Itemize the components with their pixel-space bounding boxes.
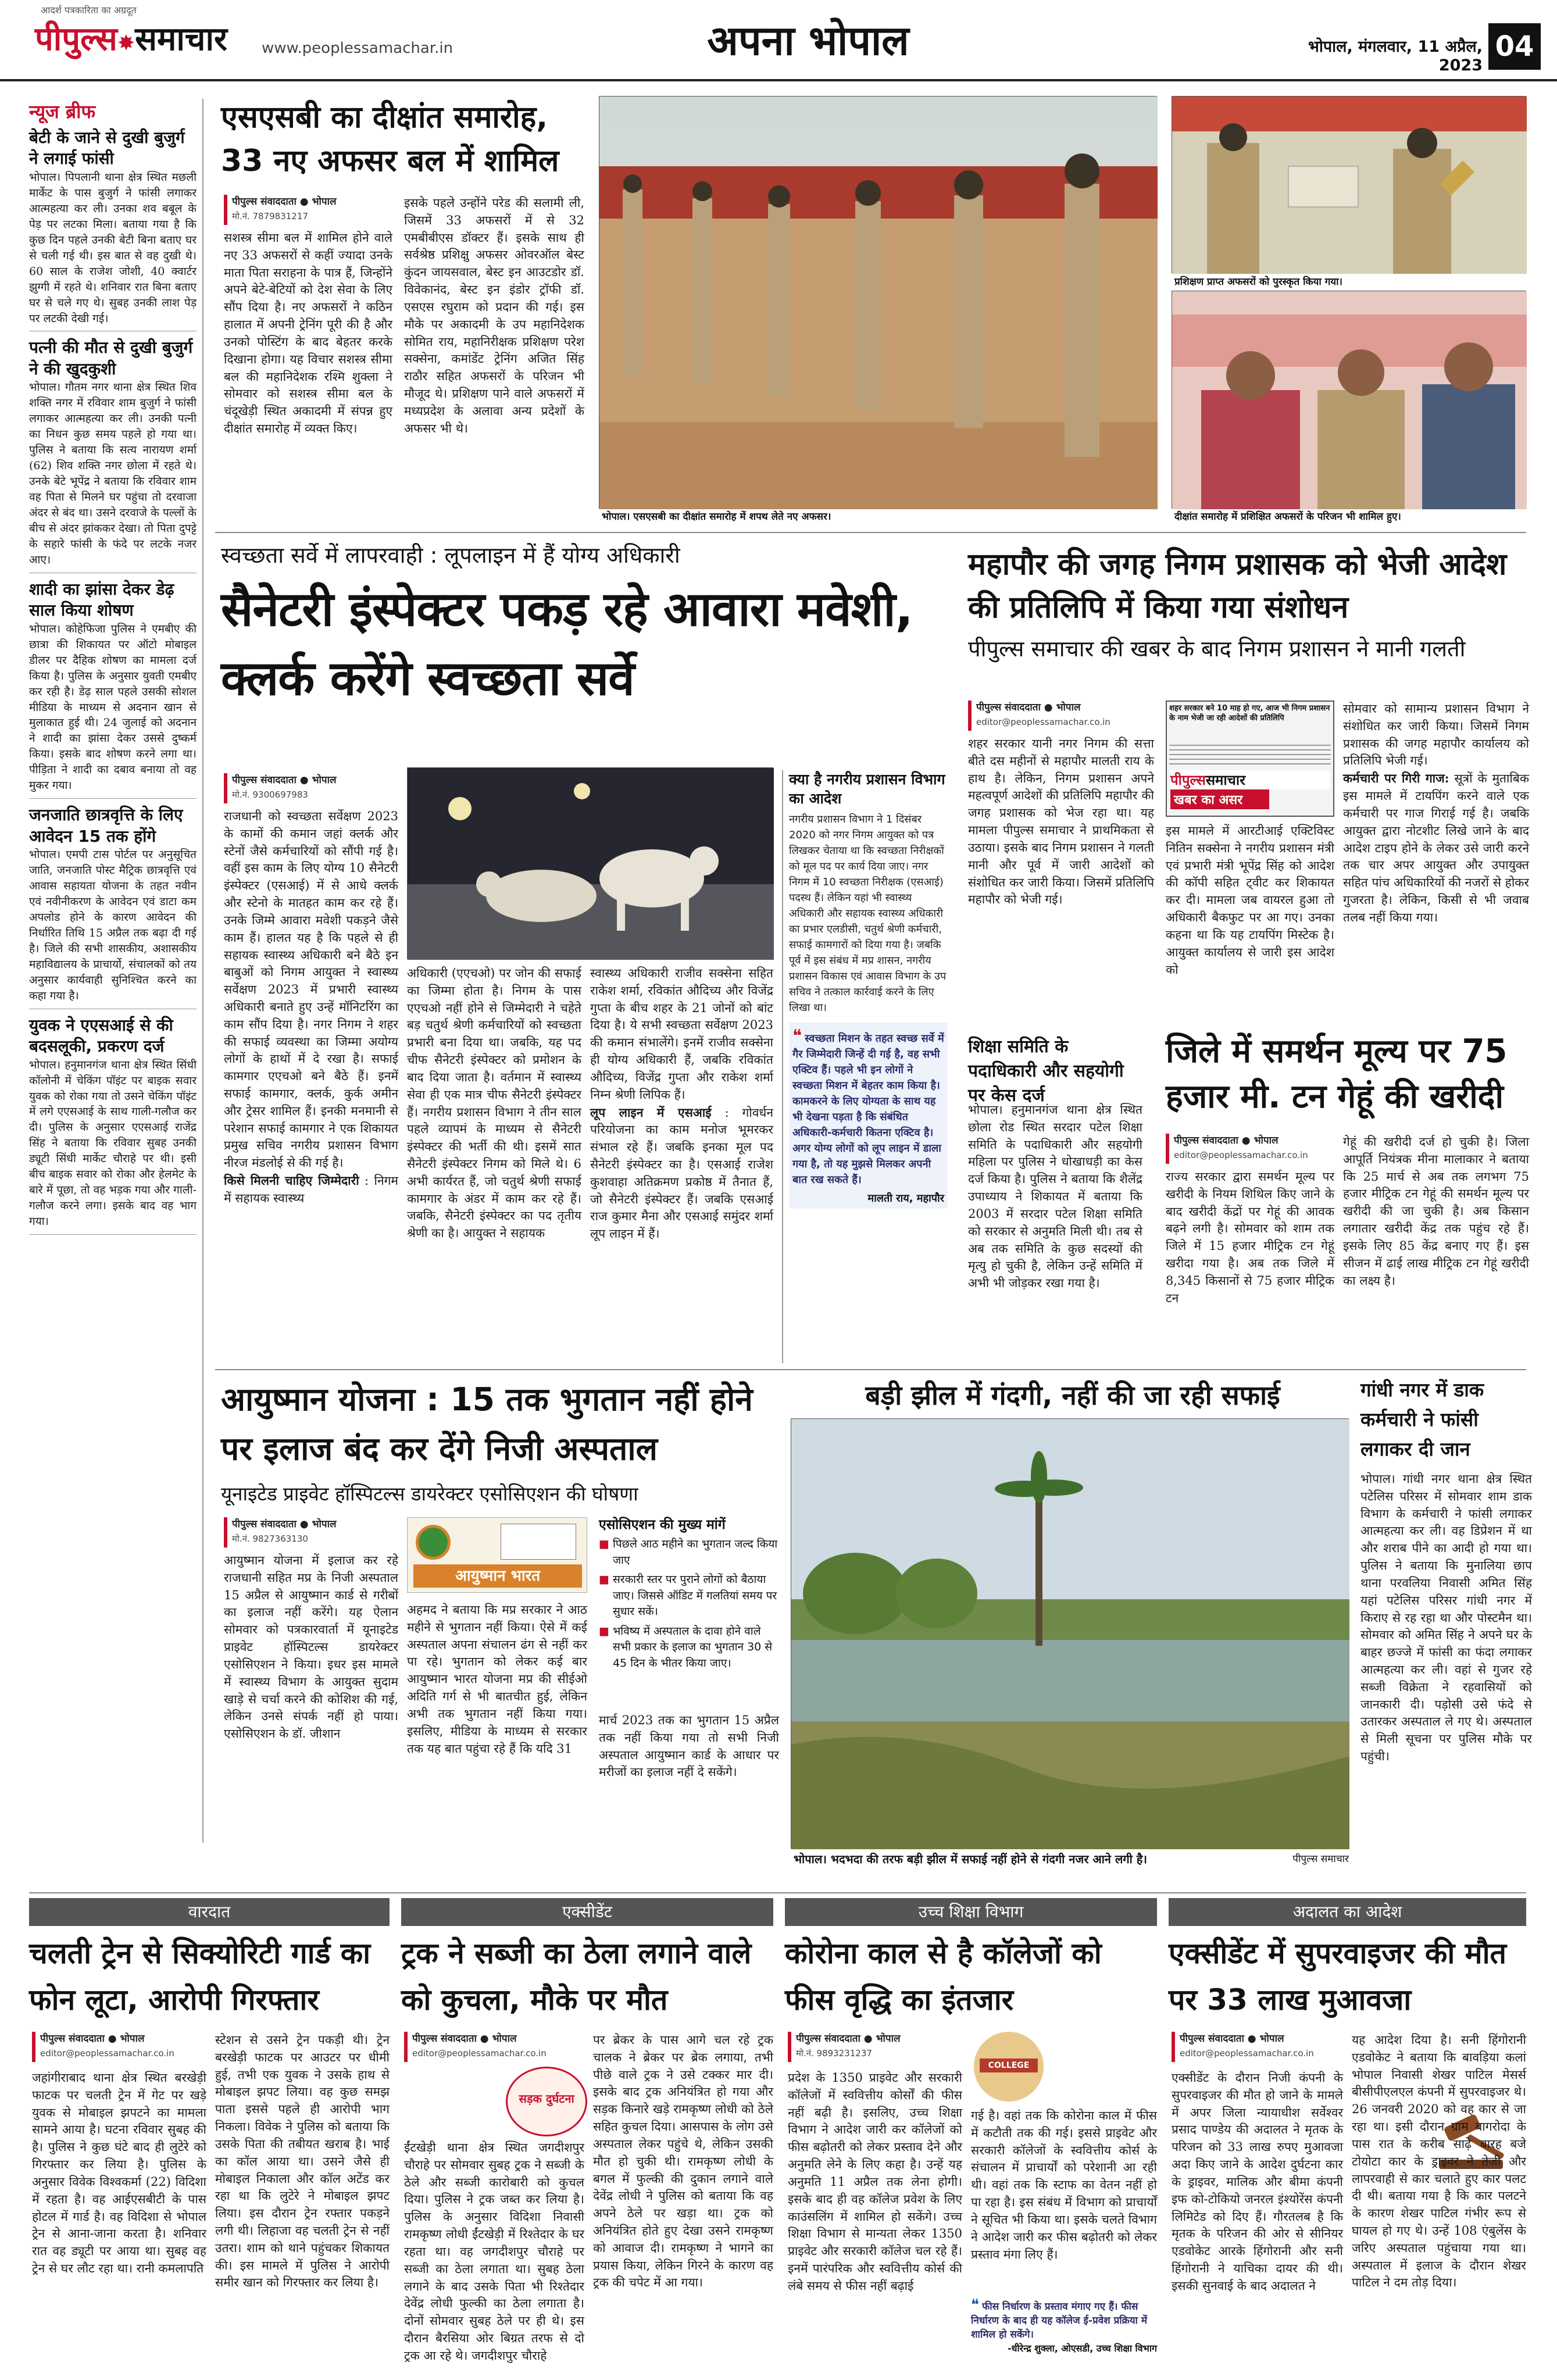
clipping-badge: खबर का असर	[1170, 789, 1269, 809]
brand-right: समाचार	[135, 20, 227, 58]
b4-section: अदालत का आदेश	[1169, 1898, 1526, 1926]
family-image	[1172, 291, 1527, 509]
parade-image	[599, 97, 1158, 509]
brief-item-text: भोपाल। गौतम नगर थाना क्षेत्र स्थित शिव शक्ति नगर में रविवार शाम बुजुर्ग ने फांसी लगाकर आत्महत्या कर ली। उनकी पत्नी का निधन कुछ समय पहले हो गया था। पुलिस ने बताया कि सत्य नारायण शर्मा (62) शिव शक्ति नगर छोला में रहते थे। उनके बेटे भूपेंद्र ने बताया कि रविवार शाम वह पिता से मिलने घर पहुंचा तो दरवाजा अंदर से बंद था। उसने दरवाजे के पल्लों के बीच से अंदर झांककर देखा। तो पिता दुपट्टे के सहारे फांसी के फंदे पर लटके नजर आए।	[29, 381, 197, 566]
cattle-image	[408, 768, 774, 960]
ssb-headline: एसएसबी का दीक्षांत समारोह, 33 नए अफसर बल में शामिल	[221, 100, 559, 179]
dateline: भोपाल, मंगलवार, 11 अप्रैल, 2023	[1308, 38, 1483, 74]
sanitary-headline: सैनेटरी इंस्पेक्टर पकड़ रहे आवारा मवेशी, क्लर्क करेंगे स्वच्छता सर्वे	[221, 582, 913, 706]
mayor-quote-by: मालती राय, महापौर	[867, 1192, 944, 1205]
ssb-col-1: सशस्त्र सीमा बल में शामिल होने वाले नए 33 अफसरों से कहीं ज्यादा उनके माता पिता सराहना के पात्र हैं, जिन्होंने अपने बेटे-बेटियों को देश सेवा के लिए सौंप दिया है। नए अफसरों ने कठिन हालात में अपनी ट्रेनिंग पूरी की है और उनको पोस्टिंग के बाद बेहतर करके दिखाना होगा। यह विचार सशस्त्र सीमा बल की महानिदेशक रश्मि शुक्ला ने सोमवार को सशस्त्र सीमा बल के चंदूखेड़ी स्थित अकादमी में संपन्न हुए दीक्षांत समारोह में व्यक्त किए।	[224, 231, 392, 435]
brief-divider	[29, 1234, 197, 1235]
ayushman-deck: यूनाइटेड प्राइवेट हॉस्पिटल्स डायरेक्टर एसोसिएशन की घोषणा	[221, 1482, 638, 1505]
b3-quote-by: -धीरेन्द्र शुक्ला, ओएसडी, उच्च शिक्षा विभाग	[1008, 2343, 1157, 2354]
ayushman-col-3: मार्च 2023 तक का भुगतान 15 अप्रैल तक नहीं किया गया तो सभी निजी अस्पताल आयुष्मान कार्ड के आधार पर मरीजों का इलाज नहीं दे सकेंगे।	[599, 1713, 779, 1779]
gandhi-text: भोपाल। गांधी नगर थाना क्षेत्र स्थित पटेलिस परिसर में सोमवार शाम डाक विभाग के कर्मचारी ने फांसी लगाकर आत्महत्या कर ली। वह डिप्रेशन में था और शराब पीने का आदी हो गया था। पुलिस ने बताया कि मुनालिया छाप थाना परवलिया निवासी अमित सिंह यहां पटेलिस परिसर गांधी नगर में किराए से रह रहा था और पोस्टमैन था। सोमवार को अमित सिंह ने अपने घर के बाहर छज्जे में फांसी का फंदा लगाकर आत्महत्या कर ली। वहां से गुजर रहे सब्जी विक्रेता ने रहवासियों को जानकारी दी। पड़ोसी उसे फंदे से उतारकर अस्पताल ले गए थे। अस्पताल से मिली सूचना पर पुलिस मौके पर पहुंची।	[1360, 1472, 1532, 1763]
page-number: 04	[1488, 23, 1541, 70]
b2-byline: पीपुल्स संवाददाता ● भोपाल editor@peoplessamachar.co.in	[404, 2032, 584, 2062]
b1-section: वारदात	[29, 1898, 390, 1926]
demand-item	[599, 1572, 779, 1620]
brief-item-text: भोपाल। पिपलानी थाना क्षेत्र स्थित मछली मार्केट के पास बुजुर्ग ने फांसी लगाकर आत्महत्या कर ली। उनका शव बबूल के पेड़ पर लटका मिला। बताया गया है कि कुछ दिन पहले उनकी बेटी बिना बताए घर से चली गई थी। इस बात से वह दुखी थे। 60 साल के राजेश जोशी, 40 क्वार्टर झुग्गी में रहते थे। शनिवार रात बिना बताए घर से चले गए थे। सुबह उनकी लाश पेड़ पर लटकी देखी गई।	[29, 170, 197, 325]
wheat-col-2: गेहूं की खरीदी दर्ज हो चुकी है। जिला आपूर्ति नियंत्रक मीना मालाकार ने बताया कि 25 मार्च से अब तक लगभग 75 हजार मीट्रिक टन गेहूं की समर्थन मूल्य पर खरीदी की जा चुकी है। अब किसान लगातार खरीदी केंद्र तक पहुंच रहे हैं। इसके लिए 85 केंद्र बनाए गए हैं। इस सीजन में ढाई लाख मीट्रिक टन गेहूं खरीदी का लक्ष्य है।	[1343, 1135, 1529, 1288]
b1-col-2: स्टेशन से उसने ट्रेन पकड़ी थी। ट्रेन बरखेड़ी फाटक पर आउटर पर धीमी हुई, तभी एक युवक ने उसके हाथ से मोबाइल झपट लिया। वह कुछ समझ पाता इससे पहले ही आरोपी भाग निकला। विवेक ने पुलिस को बताया कि उसके पिता की तबीयत खराब है। भाई का कॉल आया था। उसने जैसे ही मोबाइल निकाला और कॉल अटेंड कर रहा था कि लुटेरे ने मोबाइल झपट लिया। इस दौरान ट्रेन रफ्तार पकड़ने लगी थी। लिहाजा वह चलती ट्रेन से नहीं उतरा। शाम को थाने पहुंचकर शिकायत की। इस मामले में पुलिस ने आरोपी समीर खान को गिरफ्तार कर लिया है।	[215, 2033, 390, 2290]
b3-byline: पीपुल्स संवाददाता ● भोपाल मो.नं. 9893231237	[788, 2032, 962, 2062]
mayor-deck: पीपुल्स समाचार की खबर के बाद निगम प्रशासन ने मानी गलती	[968, 636, 1466, 662]
ayushman-emblem-icon	[416, 1525, 451, 1560]
college-icon	[974, 2032, 1044, 2102]
brief-list	[29, 127, 197, 1235]
b3-quote	[971, 2296, 1157, 2372]
b2-col-1: ईंटखेड़ी थाना क्षेत्र स्थित जगदीशपुर चौराहे पर सोमवार सुबह ट्रक ने सब्जी के ठेले और सब्जी कारोबारी को कुचल दिया। पुलिस ने ट्रक जब्त कर लिया है। पुलिस के अनुसार विदिशा निवासी रामकृष्ण लोधी ईंटखेड़ी में रिश्तेदार के घर रहता था। वह जगदीशपुर चौराहे पर सब्जी का ठेला लगाता था। सुबह ठेला लगाने के बाद उसके पिता भी रिश्तेदार देवेंद्र लोधी फुल्की का ठेला लगाता है। दोनों सोमवार सुबह ठेले पर ही थे। इस दौरान बैरसिया ओर बिग्रत तरफ से दो ट्रक आ रहे थे। जगदीशपुर चौराहे	[404, 2140, 584, 2363]
brief-divider	[29, 798, 197, 799]
b4-col-1: एक्सीडेंट के दौरान निजी कंपनी के सुपरवाइजर की मौत हो जाने के मामले में अपर जिला न्यायाधीश सर्वेश्वर प्रसाद पाण्डेय की अदालत ने मृतक के परिजन को 33 लाख रुपए मुआवजा अदा किए जाने के आदेश दुर्घटना कार के ड्राइवर, मालिक और बीमा कंपनी इफ को-टोकियो जनरल इंश्योरेंस कंपनी लिमिटेड को दिए हैं। गौरतलब है कि मृतक के परिजन की ओर से सीनियर एडवोकेट आरके हिंगोरानी और सनी हिंगोरानी ने याचिका दायर की थी। इसकी सुनवाई के बाद अदालत ने	[1172, 2071, 1343, 2293]
mayor-quote: स्वच्छता मिशन के तहत स्वच्छ सर्वे में गैर जिम्मेदारी जिन्हें दी गई है, वह सभी एक्टिव हैं। पहले भी इन लोगों ने स्वच्छता मिशन में बेहतर काम किया है। कामकरने के लिए योग्यता के साथ यह भी देखना पड़ता है कि संबंधित अधिकारी-कर्मचारी कितना एक्टिव है। अगर योग्य लोगों को लूप लाइन में डाला गया है, तो यह मुझसे मिलकर अपनी बात रख सकते हैं।	[792, 1032, 944, 1186]
ayushman-card-icon	[501, 1524, 576, 1560]
gandhi-headline: गांधी नगर में डाक कर्मचारी ने फांसी लगाकर दी जान	[1360, 1378, 1484, 1461]
b2-col-2: पर ब्रेकर के पास आगे चल रहे ट्रक चालक ने ब्रेकर पर ब्रेक लगाया, तभी पीछे वाले ट्रक ने उसे टक्कर मार दी। इसके बाद ट्रक अनियंत्रित हो गया और सड़क किनारे खड़े रामकृष्ण लोधी को ठेले सहित कुचल दिया। आसपास के लोग उसे अस्पताल लेकर पहुंचे थे, लेकिन उसकी मौत हो चुकी थी। रामकृष्ण लोधी के बगल में फुल्की की दुकान लगाने वाले देवेंद्र लोधी ने पुलिस को बताया कि वह अपने ठेले पर खड़ा था। ट्रक को अनियंत्रित होते हुए देखा उसने रामकृष्ण को आवाज दी। रामकृष्ण ने भागने का प्रयास किया, लेकिन गिरने के कारण वह ट्रक की चपेट में आ गया।	[593, 2033, 773, 2290]
b1-col-1: जहांगीराबाद थाना क्षेत्र स्थित बरखेड़ी फाटक पर चलती ट्रेन में गेट पर खड़े युवक से मोबाइल झपटने का मामला सामने आया है। घटना रविवार सुबह की है। पुलिस ने कुछ घंटे बाद ही लुटेरे को गिरफ्तार कर लिया है। पुलिस के अनुसार विवेक विश्वकर्मा (22) विदिशा में रहता है। वह आईएसबीटी के पास होटल में गार्ड है। वह विदिशा से भोपाल ट्रेन से आना-जाना करता है। शनिवार रात वह ड्यूटी पर आया था। सुबह वह ट्रेन से घर लौट रहा था। रानी कमलापति	[32, 2071, 206, 2275]
ssb-main-caption: भोपाल। एसएसबी का दीक्षांत समारोह में शपथ लेते नए अफसर।	[602, 511, 831, 523]
quote-icon: ❝	[792, 1026, 802, 1046]
brief-item	[29, 579, 197, 799]
demand-text: भविष्य में अस्पताल के दावा होने वाले सभी प्रकार के इलाज का भुगतान 30 से 45 दिन के भीतर किया जाए।	[612, 1624, 773, 1670]
ssb-byline: पीपुल्स संवाददाता ● भोपाल मो.नं. 7879831217	[224, 195, 387, 225]
accident-logo-text: सड़क दुर्घटना	[519, 2092, 574, 2106]
order-box-heading: क्या है नगरीय प्रशासन विभाग का आदेश	[789, 771, 945, 807]
sanitary-sub-2: लूप लाइन में एसआई	[590, 1105, 712, 1120]
clipping-brand: पीपुल्ससमाचार	[1170, 770, 1330, 789]
b3-col-1: प्रदेश के 1350 प्राइवेट और सरकारी कॉलेजों में स्ववित्तीय कोर्सों की फीस नहीं बढ़ी है। इसलिए, उच्च शिक्षा विभाग ने आदेश जारी कर कॉलेजों को फीस बढ़ोतरी को लेकर प्रस्ताव देने और अनुमति लेने के लिए कहा है। उन्हें यह अनुमति 11 अप्रैल तक लेना होगी। इसके बाद ही वह कॉलेज प्रवेश के लिए काउंसलिंग में शामिल हो सकेंगे। उच्च शिक्षा विभाग से मान्यता लेकर 1350 प्राइवेट और सरकारी कॉलेज चल रहे हैं। इनमें पारंपरिक और स्ववित्तीय कोर्स की लंबे समय से फीस नहीं बढ़ाई	[788, 2071, 962, 2293]
demand-item	[599, 1536, 779, 1568]
bullet-icon: ■	[599, 1538, 609, 1550]
ssb-family-caption: दीक्षांत समारोह में प्रशिक्षित अफसरों के परिजन भी शामिल हुए।	[1174, 511, 1401, 523]
sanitary-sub-1: किसे मिलनी चाहिए जिम्मेदारी	[224, 1173, 359, 1188]
brief-item-text: भोपाल। कोहेफिजा पुलिस ने एमबीए की छात्रा की शिकायत पर ऑटो मोबाइल डीलर पर दैहिक शोषण का मामला दर्ज किया है। पुलिस के अनुसार युवती एमबीए कर रही है। डेढ़ साल पहले उसकी सोशल मीडिया के माध्यम से अदनान खान से मुलाकात हुई थी। 24 जुलाई को अदनान ने शादी का झांसा देकर उससे दुष्कर्म किया। इसके बाद शोषण करने लगा था। पीड़िता ने शादी का दबाव बनाया तो वह मुकर गया।	[29, 622, 197, 792]
brief-item-headline: जनजाति छात्रवृत्ति के लिए आवेदन 15 तक होंगे	[29, 805, 183, 846]
b2-headline: ट्रक ने सब्जी का ठेला लगाने वाले को कुचला, मौके पर मौत	[401, 1936, 752, 2017]
ssb-award-photo	[1172, 96, 1526, 273]
brief-item-headline: शादी का झांसा देकर डेढ़ साल किया शोषण	[29, 579, 174, 620]
quote-icon-2: ❝	[971, 2296, 979, 2314]
lake-image	[791, 1419, 1349, 1849]
lake-photo	[791, 1418, 1349, 1849]
cattle-photo	[407, 767, 773, 959]
b3-quote-text: फीस निर्धारण के प्रस्ताव मंगाए गए हैं। फीस निर्धारण के बाद ही यह कॉलेज ई-प्रवेश प्रक्रिया में शामिल हो सकेंगे।	[971, 2301, 1148, 2340]
mayor-byline: पीपुल्स संवाददाता ● भोपाल editor@peoplessamachar.co.in	[968, 701, 1154, 731]
b2-section: एक्सीडेंट	[401, 1898, 773, 1926]
ayushman-col-2: अहमद ने बताया कि मप्र सरकार ने आठ महीने से भुगतान नहीं किया। ऐसे में कई अस्पताल अपना संचालन ढंग से नहीं कर पा रहे। भुगतान को लेकर कई बार आयुष्मान भारत योजना मप्र की सीईओ अदिति गर्ग से भी बातचीत हुई, लेकिन अभी तक भुगतान नहीं किया गया। इसलिए, मीडिया के माध्यम से सरकार तक यह बात पहुंचा रहे हैं कि यदि 31	[407, 1603, 587, 1756]
clipping-text: शहर सरकार बने 10 माह हो गए, आज भी निगम प्रशासन के नाम भेजी जा रही आदेशों की प्रतिलिपि	[1169, 704, 1330, 723]
mayor-clipping	[1166, 701, 1334, 817]
brief-item-text: भोपाल। एमपी टास पोर्टल पर अनुसूचित जाति, जनजाति पोस्ट मैट्रिक छात्रवृत्ति एवं आवास सहायता योजना के तहत नवीन एवं नवीनीकरण के आवेदन एवं डाटा कम अपलोड होने के कारण आवेदन की निर्धारित तिथि 15 अप्रैल तक बढ़ा दी गई है। जिले की सभी शासकीय, अशासकीय महाविद्यालय के प्राचार्यो, संचालकों को तय अनुसार कार्यवाही सुनिश्चित करने का कहा गया है।	[29, 848, 197, 1002]
brief-item-headline: पत्नी की मौत से दुखी बुजुर्ग ने की खुदकुशी	[29, 338, 193, 378]
clipping-lines	[1169, 745, 1331, 768]
wheat-headline: जिले में समर्थन मूल्य पर 75 हजार मी. टन गेहूं की खरीदी	[1166, 1032, 1508, 1116]
news-brief-column	[29, 99, 203, 1843]
brief-item-headline: युवक ने एएसआई से की बदसलूकी, प्रकरण दर्ज	[29, 1015, 173, 1056]
ssb-col-2: इसके पहले उन्होंने परेड की सलामी ली, जिसमें 33 अफसरों में से 32 एमबीबीएस डॉक्टर हैं। इसके साथ ही सर्वश्रेष्ठ प्रशिक्षु अफसर ओवरऑल बेस्ट कुंदन जायसवाल, बेस्ट इन आउटडोर डॉ. विवेकानंद, बेस्ट इन इंडोर ट्रॉफी डॉ. एसएस रघुराम को प्रदान की गई। इस मौके पर अकादमी के उप महानिदेशक सोमित राय, महानिरीक्षक प्रशिक्षण परेश सक्सेना, कमांडेंट ट्रेनिंग अजित सिंह राठौर सहित अफसरों के परिजन भी मौजूद थे। प्रशिक्षण पाने वाले अफसरों में मध्यप्रदेश के अलावा अन्य प्रदेशों के अफसर भी थे।	[404, 196, 584, 435]
b3-col-2: गई है। वहां तक कि कोरोना काल में फीस में कटौती तक की गई। इससे प्राइवेट और सरकारी कॉलेजों के स्ववित्तीय कोर्स के संचालन में प्राचार्यों को परेशानी आ रही थी। वहां तक कि स्टाफ का वेतन नहीं हो पा रहा है। इस संबंध में विभाग को प्राचार्यों ने सूचित भी किया था। इसके चलते विभाग ने आदेश जारी कर फीस बढ़ोतरी को लेकर प्रस्ताव मंगा लिए हैं।	[971, 2109, 1157, 2261]
lake-credit: पीपुल्स समाचार	[1292, 1853, 1349, 1865]
order-box-text: नगरीय प्रशासन विभाग ने 1 दिसंबर 2020 को नगर निगम आयुक्त को पत्र लिखकर चेताया था कि स्वच्छता निरीक्षकों को मूल पद पर कार्य दिया जाए। नगर निगम में 10 स्वच्छता निरीक्षक (एसआई) पदस्थ हैं। लेकिन यहां भी स्वास्थ्य अधिकारी और सहायक स्वास्थ्य अधिकारी का प्रभार एलडीसी, चतुर्थ श्रेणी कर्मचारी, सफाई कामगारों को दिया गया है। जबकि पूर्व में इस संबंध में मप्र शासन, नगरीय प्रशासन विकास एवं आवास विभाग के उप सचिव ने तत्काल कार्रवाई करने के लिए लिखा था।	[789, 813, 947, 1014]
ayushman-col-1: आयुष्मान योजना में इलाज कर रहे राजधानी सहित मप्र के निजी अस्पताल 15 अप्रैल से आयुष्मान कार्ड से गरीबों का इलाज नहीं करेंगे। यह ऐलान सोमवार को पत्रकारवार्ता में यूनाइटेड प्राइवेट हॉस्पिटल्स डायरेक्टर एसोसिएशन ने किया। इधर इस मामले में स्वास्थ्य विभाग के आयुक्त सुदाम खाड़े से चर्चा करने की कोशिश की गई, लेकिन उनसे संपर्क नहीं हो पाया। एसोसिएशन के डॉ. जीशान	[224, 1553, 398, 1741]
lake-headline: बड़ी झील में गंदगी, नहीं की जा रही सफाई	[865, 1380, 1280, 1411]
mayor-col-1: शहर सरकार यानी नगर निगम की सत्ता बीते दस महीनों से महापौर मालती राय के हाथ है। लेकिन, निगम प्रशासन अपने महत्वपूर्ण आदेशों की प्रतिलिपि महापौर की जगह प्रशासक को भेज रहा था। यह मामला पीपुल्स समाचार ने प्राथमिकता से उठाया। इसके बाद निगम प्रशासन ने गलती मानी और पूर्व में जारी आदेशों को संशोधित कर जारी किया। जिसमें प्रतिलिपि महापौर को भेजी गई।	[968, 737, 1154, 907]
award-image	[1172, 97, 1527, 274]
brief-item	[29, 127, 197, 331]
b4-headline: एक्सीडेंट में सुपरवाइजर की मौत पर 33 लाख मुआवजा	[1169, 1936, 1507, 2017]
mayor-sub: कर्मचारी पर गिरी गाज:	[1343, 771, 1449, 786]
demands-heading: एसोसिएशन की मुख्य मांगें	[599, 1517, 726, 1532]
demand-item	[599, 1624, 779, 1672]
masthead-tag: आदर्श पत्रकारिता का अग्रदूत	[41, 5, 137, 16]
divider-2	[215, 1369, 1526, 1370]
brief-item	[29, 805, 197, 1009]
divider-3	[29, 1892, 1526, 1893]
masthead-url[interactable]: www.peoplessamachar.in	[262, 40, 453, 57]
b1-headline: चलती ट्रेन से सिक्योरिटी गार्ड का फोन लूटा, आरोपी गिरफ्तार	[29, 1936, 371, 2017]
school-text: भोपाल। हनुमानगंज थाना क्षेत्र स्थित छोला रोड स्थित सरदार पटेल शिक्षा समिति के पदाधिकारी और सहयोगी महिला पर पुलिस ने धोखाधड़ी का केस दर्ज किया है। पुलिस ने बताया कि शैलेंद्र उपाध्याय ने शिकायत में बताया कि 2003 में सरदार पटेल शिक्षा समिति को सरकार से अनुमति मिली थी। तब से अब तक समिति के कुछ सदस्यों की मृत्यु हो चुकी है, लेकिन उन्हें समिति में अभी भी जोड़कर रखा गया है।	[968, 1103, 1142, 1291]
bullet-icon: ■	[599, 1573, 609, 1586]
brief-item	[29, 1015, 197, 1235]
b3-headline: कोरोना काल से है कॉलेजों को फीस वृद्धि का इंतजार	[785, 1936, 1102, 2017]
sanitary-kicker: स्वच्छता सर्वे में लापरवाही : लूपलाइन में हैं योग्य अधिकारी	[221, 542, 680, 568]
brief-item-headline: बेटी के जाने से दुखी बुजुर्ग ने लगाई फांसी	[29, 128, 185, 169]
mayor-col-3: सोमवार को सामान्य प्रशासन विभाग ने संशोधित कर जारी किया। जिसमें निगम प्रशासक की जगह महापौर कार्यालय को प्रतिलिपि भेजी गई। कर्मचारी पर गिरी गाज: सूत्रों के मुताबिक इस मामले में टायपिंग करने वाले एक कर्मचारी पर गाज गिराई गई है। जबकि आयुक्त द्वारा नोटशीट लिखे जाने के बाद आदेश टाइप होने के लेकर उसे जारी करने तक चार अपर आयुक्त और उपायुक्त सहित पांच अधिकारियों की नजरों से होकर गुजरता है। लेकिन, किसी से भी जवाब तलब नहीं किया गया।	[1343, 702, 1529, 924]
college-icon-text: COLLEGE	[980, 2059, 1038, 2072]
brand-star-icon: ✸	[117, 31, 135, 55]
lake-caption: भोपाल। भदभदा की तरफ बड़ी झील में सफाई नहीं होने से गंदगी नजर आने लगी है।	[794, 1852, 1148, 1866]
ayushman-logo-text: आयुष्मान भारत	[413, 1564, 582, 1588]
ssb-award-caption: प्रशिक्षण प्राप्त अफसरों को पुरस्कृत किया गया।	[1174, 276, 1342, 288]
bullet-icon: ■	[599, 1624, 609, 1638]
mayor-col-2: इस मामले में आरटीआई एक्टिविस्ट नितिन सक्सेना ने नगरीय प्रशासन मंत्री एवं प्रभारी मंत्री भूपेंद्र सिंह को आदेश की कॉपी सहित ट्वीट कर शिकायत कर दी। मामला जब वायरल हुआ तो अधिकारी बैकफुट पर आ गए। उनका कहना था कि यह टायपिंग मिस्टेक है। आयुक्त कार्यालय से जारी इस आदेश को	[1166, 824, 1334, 977]
b4-byline: पीपुल्स संवाददाता ● भोपाल editor@peoplessamachar.co.in	[1172, 2032, 1346, 2062]
demands-box	[599, 1514, 779, 1706]
mayor-quote-box	[789, 1023, 948, 1209]
brand-left: पीपुल्स	[35, 20, 117, 58]
brief-item	[29, 337, 197, 573]
masthead	[0, 0, 1557, 81]
mayor-headline: महापौर की जगह निगम प्रशासक को भेजी आदेश की प्रतिलिपि में किया गया संशोधन	[968, 547, 1507, 625]
divider-1	[215, 532, 1526, 533]
demands-list	[599, 1536, 779, 1671]
sanitary-col-2: अधिकारी (एएचओ) पर जोन की सफाई का जिम्मा होता है। निगम के पास एएचओ नहीं होने से जिम्मेदारी ने चहेते बड़ चतुर्थ श्रेणी कर्मचारियों को स्वच्छता प्रभारी बना दिया था। जबकि, यह पद चीफ सैनेटरी इंस्पेक्टर को प्रमोशन के बाद दिया जाता है। वर्तमान में स्वास्थ्य सेवा ही एक मात्र चीफ सैनेटरी इंस्पेक्टर हैं। नगरीय प्रशासन विभाग ने तीन साल पहले व्यापमं के माध्यम से सैनेटरी इंस्पेक्टर की भर्ती की थी। इसमें सात सैनेटरी इंस्पेक्टर निगम को मिले थे। 6 अभी कार्यरत हैं, जो चतुर्थ श्रेणी सफाई कामगार के अंडर में काम कर रहे हैं। जबकि, सैनेटरी इंस्पेक्टर का पद तृतीय श्रेणी का है। आयुक्त ने सहायक	[407, 966, 581, 1241]
ayushman-headline: आयुष्मान योजना : 15 तक भुगतान नहीं होने पर इलाज बंद कर देंगे निजी अस्पताल	[221, 1381, 753, 1468]
wheat-byline: पीपुल्स संवाददाता ● भोपाल editor@peoplessamachar.co.in	[1166, 1134, 1340, 1164]
ayushman-logo	[407, 1517, 587, 1593]
b3-section: उच्च शिक्षा विभाग	[785, 1898, 1157, 1926]
order-box	[782, 770, 948, 1363]
accident-logo	[506, 2067, 587, 2136]
brand-logo	[35, 16, 256, 63]
school-headline: शिक्षा समिति के पदाधिकारी और सहयोगी पर केस दर्ज	[968, 1037, 1124, 1106]
sanitary-col-1: राजधानी को स्वच्छता सर्वेक्षण 2023 के कामों की कमान जहां क्लर्क और स्टेनों जैसे कर्मचारियों को सौंपी गई है। वहीं इस काम के लिए योग्य 10 सैनेटरी इंस्पेक्टर (एसआई) में से आधे क्लर्क और स्टेनो के मातहत काम कर रहे हैं। उनके जिम्मे आवारा मवेशी पकड़ने जैसे काम हैं। हालत यह है कि पहले से ही सहायक स्वास्थ्य अधिकारी बने बैठे इन बाबुओं को निगम आयुक्त ने स्वास्थ्य सर्वेक्षण 2023 में प्रभारी स्वास्थ्य अधिकारी बनाते हुए उन्हें मॉनिटरिंग का काम सौंप दिया है। नगर निगम ने शहर की सफाई व्यवस्था का जिम्मा अयोग्य लोगों के हाथों में दे रखा है। सफाई कामगार एएचओ बने बैठे हैं। इनमें सफाई कामगार, क्लर्क, कुर्क अमीन और ट्रेसर शामिल हैं। इनकी मनमानी से परेशान सफाई कामगार ने एक शिकायत प्रमुख सचिव नगरीय प्रशासन विभाग नीरज मंडलोई से की गई है। किसे मिलनी चाहिए जिम्मेदारी : निगम में सहायक स्वास्थ्य	[224, 809, 398, 1205]
b1-byline: पीपुल्स संवाददाता ● भोपाल editor@peoplessamachar.co.in	[32, 2032, 212, 2062]
ssb-family-photo	[1172, 291, 1526, 509]
edition-title: अपना भोपाल	[707, 17, 909, 65]
demand-text: सरकारी स्तर पर पुराने लोगों को बैठाया जाए। जिससे ऑडिट में गलतियां समय पर सुधार सकें।	[612, 1573, 777, 1618]
ssb-parade-photo	[599, 96, 1157, 509]
sanitary-col-3: स्वास्थ्य अधिकारी राजीव सक्सेना सहित राकेश शर्मा, रविकांत औदिच्य और विजेंद्र गुप्ता के बीच शहर के 21 जोनों को बांट दिया है। ये सभी स्वच्छता सर्वेक्षण 2023 की कमान संभालेंगे। इनमें राजीव सक्सेना ही योग्य अधिकारी हैं, जबकि रविकांत औदिच्य, विजेंद्र गुप्ता और राकेश शर्मा निम्न श्रेणी लिपिक हैं। लूप लाइन में एसआई : गोवर्धन परियोजना का काम मनोज भूमरकर संभाल रहे हैं। जबकि इनका मूल पद सैनेटरी इंस्पेक्टर का है। एसआई राजेश कुशवाहा अतिक्रमण प्रकोष्ठ में तैनात हैं, जो सैनेटरी इंस्पेक्टर हैं। जबकि एसआई राज कुमार मैना और एसआई समुंदर शर्मा लूप लाइन में हैं।	[590, 966, 773, 1241]
wheat-col-1: राज्य सरकार द्वारा समर्थन मूल्य पर खरीदी के नियम शिथिल किए जाने के बाद खरीदी केंद्रों पर गेहूं की आवक बढ़ने लगी है। सोमवार को शाम तक जिले में 15 हजार मीट्रिक टन गेहूं खरीदा गया है। अब तक जिले में 8,345 किसानों से 75 हजार मीट्रिक टन	[1166, 1170, 1334, 1305]
brief-item-text: भोपाल। हनुमानगंज थाना क्षेत्र स्थित सिंधी कॉलोनी में चेकिंग पॉइंट पर बाइक सवार युवक को रोका गया तो उसने चेकिंग पॉइंट में लगे एएसआई के साथ गाली-गलौज कर दी। पुलिस के अनुसार एएसआई राजेंद्र सिंह ने बताया कि रविवार सुबह उनकी ड्यूटी सिंधी मार्केट चौराहे पर थी। इसी बीच बाइक सवार को रोका और हेलमेट के बारे में पूछा, तो वह भड़क गया और गाली-गलौज करने लगा। इसके बाद वह भाग गया।	[29, 1058, 197, 1228]
ayushman-byline: पीपुल्स संवाददाता ● भोपाल मो.नं. 9827363130	[224, 1517, 392, 1548]
demand-text: पिछले आठ महीने का भुगतान जल्द किया जाए	[612, 1538, 778, 1567]
b4-col-2: यह आदेश दिया है। सनी हिंगोरानी एडवोकेट ने बताया कि बावड़िया कलां भोपाल निवासी शेखर पाटिल मेसर्स बीसीपीएलएल कंपनी में सुपरवाइजर थे। 26 जनवरी 2020 को वह कार से जा रहा था। इसी दौरान ग्राम बागरोदा के पास रात के करीब साढ़े बारह बजे टोयोटा कार के ड्राइवर ने तेजी और लापरवाही से कार चलाते हुए कार पलट दी थी। बताया गया है कि कार पलटने के कारण शेखर पाटिल गंभीर रूप से घायल हो गए थे। उन्हें 108 एंबुलेंस के जरिए अस्पताल पहुंचाया गया था। अस्पताल में इलाज के दौरान शेखर पाटिल ने दम तोड़ दिया।	[1352, 2033, 1526, 2290]
news-brief-label: न्यूज ब्रीफ	[29, 101, 96, 123]
sanitary-byline: पीपुल्स संवाददाता ● भोपाल मो.नं. 9300697983	[224, 773, 404, 803]
